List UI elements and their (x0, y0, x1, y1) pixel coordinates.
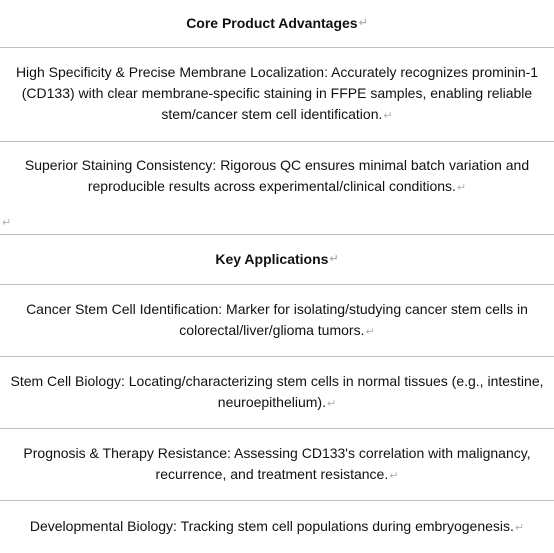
paragraph-mark-icon: ↵ (456, 182, 467, 194)
paragraph-mark-icon: ↵ (2, 217, 12, 229)
advantage-text: High Specificity & Precise Membrane Localization: Accurately recognizes prominin-1 (CD133) with clear membrane-specific staining in FFPE samples, enabling reliable stem/cancer stem cell identification.↵ (15, 64, 539, 122)
paragraph-mark-icon: ↵ (329, 253, 339, 265)
application-row-prognosis (0, 429, 554, 501)
paragraph-mark-icon: ↵ (514, 521, 525, 534)
application-row-developmental (0, 501, 554, 553)
applications-heading: Key Applications (215, 251, 329, 267)
application-row-cancer-stem-cell (0, 285, 554, 357)
application-text: Prognosis & Therapy Resistance: Assessing CD133's correlation with malignancy, recurrence, and treatment resistance.↵ (23, 444, 531, 482)
paragraph-mark-icon: ↵ (383, 110, 393, 122)
application-text: Stem Cell Biology: Locating/characterizing stem cells in normal tissues (e.g., intestine, neuroepithelium).↵ (10, 372, 544, 410)
applications-table (0, 235, 554, 553)
advantage-text: Superior Staining Consistency: Rigorous QC ensures minimal batch variation and reproducible results across experimental/clinical conditions.↵ (24, 157, 530, 194)
application-text: Developmental Biology: Tracking stem cell populations during embryogenesis.↵ (29, 517, 525, 534)
advantages-heading-row (0, 0, 554, 48)
paragraph-mark-icon: ↵ (326, 397, 337, 410)
advantages-table (0, 0, 554, 212)
application-text: Cancer Stem Cell Identification: Marker for isolating/studying cancer stem cells in colorectal/liver/glioma tumors.↵ (26, 300, 528, 338)
advantages-heading: Core Product Advantages (186, 15, 358, 31)
advantage-row-consistency (0, 142, 554, 212)
application-row-stem-cell-biology (0, 357, 554, 429)
paragraph-mark-icon: ↵ (365, 325, 375, 338)
paragraph-mark-icon: ↵ (389, 469, 399, 482)
paragraph-mark-icon: ↵ (358, 17, 368, 29)
advantage-row-specificity (0, 48, 554, 142)
applications-heading-row (0, 235, 554, 285)
